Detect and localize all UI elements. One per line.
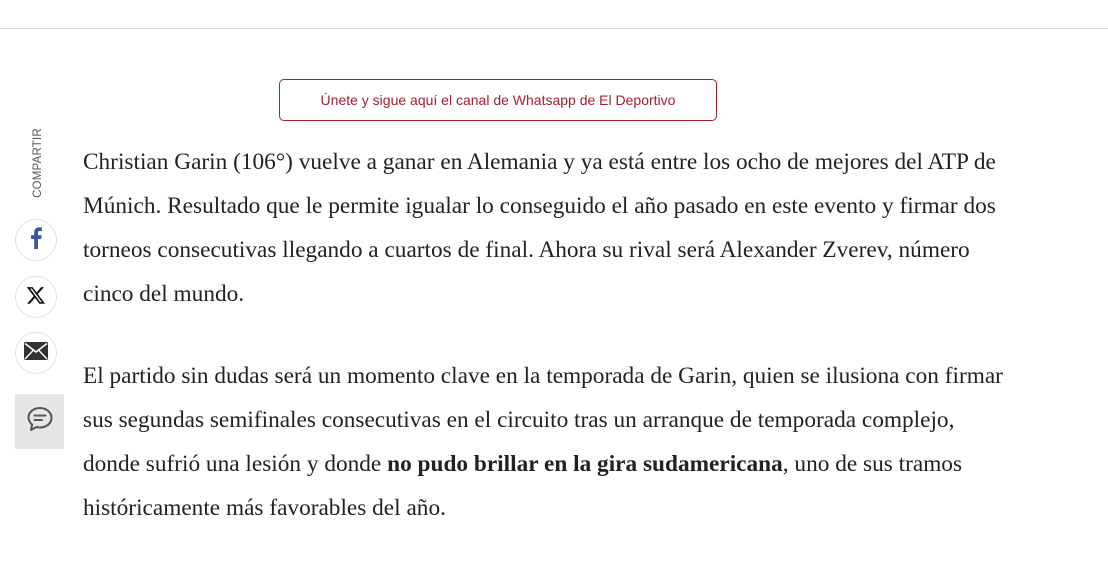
facebook-share-button[interactable]: [15, 219, 57, 261]
article-paragraph: Christian Garin (106°) vuelve a ganar en Alemania y ya está entre los ocho de mejores del ATP de Múnich. Resultado que le permite igualar lo conseguido el año pasado en este evento y firmar dos torneos consecutivas llegando a cuartos de final. Ahora su rival será Alexander Zverev, número cinco del mundo.: [83, 149, 996, 307]
paragraph-text: , uno de sus tramos históricamente más favorables del año.: [83, 451, 963, 521]
article-body: [83, 140, 1003, 568]
comment-icon: [26, 405, 54, 438]
paragraph-bold-text: no pudo brillar en la gira sudamericana: [387, 451, 783, 477]
x-icon: [26, 285, 46, 310]
header-divider: [0, 28, 1108, 29]
comments-button[interactable]: [15, 394, 64, 449]
facebook-icon: [30, 227, 42, 254]
paragraph-text: El partido sin dudas será un momento clave en la temporada de Garin, quien se ilusiona con firmar sus segundas semifinales consecutivas en el circuito tras un arranque de temporada complejo, donde sufrió una lesión y donde: [83, 363, 1003, 477]
article-paragraph: [83, 354, 1003, 530]
share-label: COMPARTIR: [32, 128, 44, 198]
email-share-button[interactable]: [15, 332, 57, 374]
x-share-button[interactable]: [15, 276, 57, 318]
whatsapp-channel-label: Únete y sigue aquí el canal de Whatsapp de El Deportivo: [320, 92, 676, 108]
whatsapp-channel-button[interactable]: [279, 79, 717, 121]
mail-icon: [24, 342, 48, 365]
